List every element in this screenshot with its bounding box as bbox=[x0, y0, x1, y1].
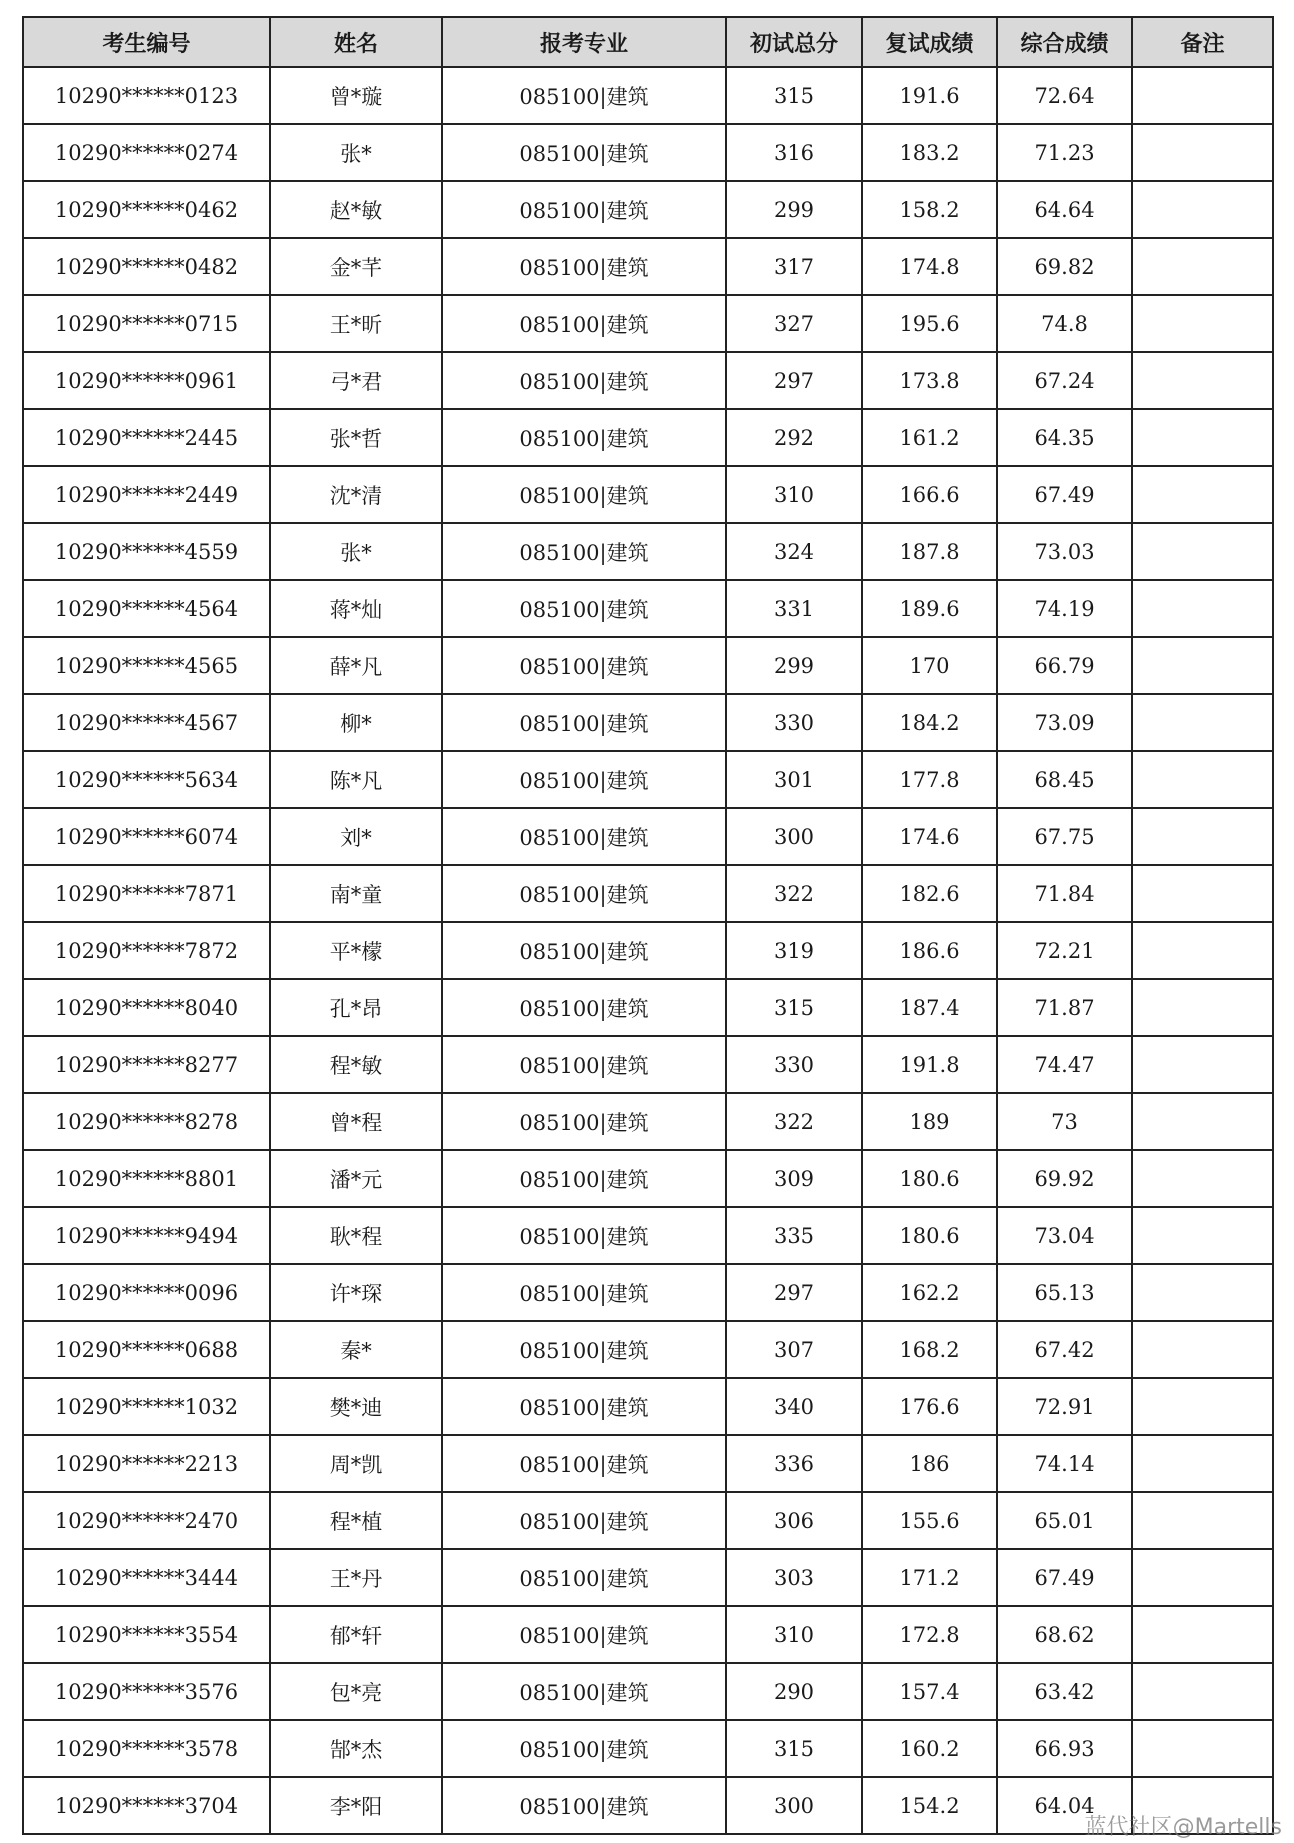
candidate-id-cell: 10290******2213 bbox=[23, 1435, 270, 1492]
total-score-cell: 72.64 bbox=[997, 67, 1132, 124]
major-cell: 085100|建筑 bbox=[442, 1036, 726, 1093]
retest-score-cell: 189 bbox=[862, 1093, 997, 1150]
name-cell: 包*亮 bbox=[270, 1663, 442, 1720]
retest-score-cell: 182.6 bbox=[862, 865, 997, 922]
remarks-cell bbox=[1132, 1492, 1273, 1549]
retest-score-cell: 187.4 bbox=[862, 979, 997, 1036]
remarks-cell bbox=[1132, 67, 1273, 124]
retest-score-cell: 155.6 bbox=[862, 1492, 997, 1549]
name-cell: 李*阳 bbox=[270, 1777, 442, 1834]
total-score-cell: 72.91 bbox=[997, 1378, 1132, 1435]
candidate-id-cell: 10290******7871 bbox=[23, 865, 270, 922]
major-cell: 085100|建筑 bbox=[442, 124, 726, 181]
name-cell: 程*植 bbox=[270, 1492, 442, 1549]
table-row bbox=[23, 751, 1273, 808]
total-score-cell: 64.04 bbox=[997, 1777, 1132, 1834]
retest-score-cell: 161.2 bbox=[862, 409, 997, 466]
remarks-cell bbox=[1132, 1549, 1273, 1606]
remarks-cell bbox=[1132, 865, 1273, 922]
retest-score-cell: 173.8 bbox=[862, 352, 997, 409]
retest-score-cell: 174.6 bbox=[862, 808, 997, 865]
total-score-cell: 72.21 bbox=[997, 922, 1132, 979]
remarks-cell bbox=[1132, 922, 1273, 979]
table-row bbox=[23, 637, 1273, 694]
total-score-cell: 69.92 bbox=[997, 1150, 1132, 1207]
prelim-score-cell: 315 bbox=[726, 67, 862, 124]
major-cell: 085100|建筑 bbox=[442, 466, 726, 523]
name-cell: 潘*元 bbox=[270, 1150, 442, 1207]
prelim-score-cell: 335 bbox=[726, 1207, 862, 1264]
table-row bbox=[23, 1606, 1273, 1663]
retest-score-cell: 187.8 bbox=[862, 523, 997, 580]
retest-score-cell: 157.4 bbox=[862, 1663, 997, 1720]
table-row bbox=[23, 1378, 1273, 1435]
retest-score-cell: 162.2 bbox=[862, 1264, 997, 1321]
major-cell: 085100|建筑 bbox=[442, 523, 726, 580]
total-score-cell: 73.04 bbox=[997, 1207, 1132, 1264]
major-cell: 085100|建筑 bbox=[442, 580, 726, 637]
name-cell: 王*丹 bbox=[270, 1549, 442, 1606]
header-remarks: 备注 bbox=[1132, 17, 1273, 67]
prelim-score-cell: 303 bbox=[726, 1549, 862, 1606]
retest-score-cell: 195.6 bbox=[862, 295, 997, 352]
table-row bbox=[23, 1264, 1273, 1321]
prelim-score-cell: 330 bbox=[726, 1036, 862, 1093]
total-score-cell: 64.64 bbox=[997, 181, 1132, 238]
retest-score-cell: 172.8 bbox=[862, 1606, 997, 1663]
total-score-cell: 69.82 bbox=[997, 238, 1132, 295]
name-cell: 樊*迪 bbox=[270, 1378, 442, 1435]
prelim-score-cell: 309 bbox=[726, 1150, 862, 1207]
retest-score-cell: 177.8 bbox=[862, 751, 997, 808]
table-row bbox=[23, 238, 1273, 295]
candidate-id-cell: 10290******3576 bbox=[23, 1663, 270, 1720]
major-cell: 085100|建筑 bbox=[442, 1549, 726, 1606]
table-row bbox=[23, 181, 1273, 238]
retest-score-cell: 183.2 bbox=[862, 124, 997, 181]
candidate-id-cell: 10290******0688 bbox=[23, 1321, 270, 1378]
candidate-id-cell: 10290******6074 bbox=[23, 808, 270, 865]
header-candidate-id: 考生编号 bbox=[23, 17, 270, 67]
remarks-cell bbox=[1132, 466, 1273, 523]
header-row bbox=[23, 17, 1273, 67]
prelim-score-cell: 306 bbox=[726, 1492, 862, 1549]
table-row bbox=[23, 979, 1273, 1036]
retest-score-cell: 170 bbox=[862, 637, 997, 694]
table-row bbox=[23, 694, 1273, 751]
retest-score-cell: 180.6 bbox=[862, 1150, 997, 1207]
retest-score-cell: 191.6 bbox=[862, 67, 997, 124]
retest-score-cell: 184.2 bbox=[862, 694, 997, 751]
total-score-cell: 67.49 bbox=[997, 1549, 1132, 1606]
prelim-score-cell: 297 bbox=[726, 352, 862, 409]
candidate-id-cell: 10290******3578 bbox=[23, 1720, 270, 1777]
candidate-id-cell: 10290******3554 bbox=[23, 1606, 270, 1663]
retest-score-cell: 186.6 bbox=[862, 922, 997, 979]
watermark-text: 蓝代社区@Martells bbox=[1084, 1815, 1282, 1840]
total-score-cell: 74.47 bbox=[997, 1036, 1132, 1093]
name-cell: 王*昕 bbox=[270, 295, 442, 352]
prelim-score-cell: 307 bbox=[726, 1321, 862, 1378]
candidate-id-cell: 10290******8801 bbox=[23, 1150, 270, 1207]
major-cell: 085100|建筑 bbox=[442, 1777, 726, 1834]
name-cell: 许*琛 bbox=[270, 1264, 442, 1321]
candidate-id-cell: 10290******4564 bbox=[23, 580, 270, 637]
major-cell: 085100|建筑 bbox=[442, 409, 726, 466]
total-score-cell: 73 bbox=[997, 1093, 1132, 1150]
candidate-id-cell: 10290******0715 bbox=[23, 295, 270, 352]
total-score-cell: 73.03 bbox=[997, 523, 1132, 580]
prelim-score-cell: 310 bbox=[726, 1606, 862, 1663]
remarks-cell bbox=[1132, 124, 1273, 181]
remarks-cell bbox=[1132, 523, 1273, 580]
candidate-id-cell: 10290******8277 bbox=[23, 1036, 270, 1093]
remarks-cell bbox=[1132, 1606, 1273, 1663]
table-row bbox=[23, 1321, 1273, 1378]
prelim-score-cell: 324 bbox=[726, 523, 862, 580]
name-cell: 郁*轩 bbox=[270, 1606, 442, 1663]
remarks-cell bbox=[1132, 808, 1273, 865]
total-score-cell: 73.09 bbox=[997, 694, 1132, 751]
prelim-score-cell: 322 bbox=[726, 865, 862, 922]
header-name: 姓名 bbox=[270, 17, 442, 67]
remarks-cell bbox=[1132, 181, 1273, 238]
prelim-score-cell: 322 bbox=[726, 1093, 862, 1150]
major-cell: 085100|建筑 bbox=[442, 181, 726, 238]
total-score-cell: 71.23 bbox=[997, 124, 1132, 181]
total-score-cell: 68.45 bbox=[997, 751, 1132, 808]
prelim-score-cell: 336 bbox=[726, 1435, 862, 1492]
candidate-id-cell: 10290******0123 bbox=[23, 67, 270, 124]
remarks-cell bbox=[1132, 1036, 1273, 1093]
retest-score-cell: 171.2 bbox=[862, 1549, 997, 1606]
prelim-score-cell: 290 bbox=[726, 1663, 862, 1720]
prelim-score-cell: 299 bbox=[726, 637, 862, 694]
candidate-id-cell: 10290******5634 bbox=[23, 751, 270, 808]
major-cell: 085100|建筑 bbox=[442, 694, 726, 751]
remarks-cell bbox=[1132, 238, 1273, 295]
major-cell: 085100|建筑 bbox=[442, 865, 726, 922]
prelim-score-cell: 327 bbox=[726, 295, 862, 352]
remarks-cell bbox=[1132, 580, 1273, 637]
table-row bbox=[23, 580, 1273, 637]
name-cell: 曾*璇 bbox=[270, 67, 442, 124]
candidate-id-cell: 10290******0482 bbox=[23, 238, 270, 295]
prelim-score-cell: 315 bbox=[726, 1720, 862, 1777]
name-cell: 张* bbox=[270, 124, 442, 181]
candidate-id-cell: 10290******0274 bbox=[23, 124, 270, 181]
remarks-cell bbox=[1132, 1207, 1273, 1264]
remarks-cell bbox=[1132, 751, 1273, 808]
header-total-score: 综合成绩 bbox=[997, 17, 1132, 67]
candidate-id-cell: 10290******3444 bbox=[23, 1549, 270, 1606]
candidate-id-cell: 10290******1032 bbox=[23, 1378, 270, 1435]
name-cell: 蒋*灿 bbox=[270, 580, 442, 637]
table-row bbox=[23, 865, 1273, 922]
prelim-score-cell: 300 bbox=[726, 1777, 862, 1834]
candidate-id-cell: 10290******0462 bbox=[23, 181, 270, 238]
total-score-cell: 66.79 bbox=[997, 637, 1132, 694]
remarks-cell bbox=[1132, 979, 1273, 1036]
candidate-id-cell: 10290******0096 bbox=[23, 1264, 270, 1321]
name-cell: 秦* bbox=[270, 1321, 442, 1378]
major-cell: 085100|建筑 bbox=[442, 352, 726, 409]
table-row bbox=[23, 466, 1273, 523]
retest-score-cell: 160.2 bbox=[862, 1720, 997, 1777]
remarks-cell bbox=[1132, 1663, 1273, 1720]
total-score-cell: 64.35 bbox=[997, 409, 1132, 466]
name-cell: 刘* bbox=[270, 808, 442, 865]
major-cell: 085100|建筑 bbox=[442, 1492, 726, 1549]
total-score-cell: 65.01 bbox=[997, 1492, 1132, 1549]
candidate-id-cell: 10290******7872 bbox=[23, 922, 270, 979]
prelim-score-cell: 301 bbox=[726, 751, 862, 808]
remarks-cell bbox=[1132, 1264, 1273, 1321]
total-score-cell: 74.14 bbox=[997, 1435, 1132, 1492]
remarks-cell bbox=[1132, 637, 1273, 694]
retest-score-cell: 176.6 bbox=[862, 1378, 997, 1435]
prelim-score-cell: 331 bbox=[726, 580, 862, 637]
candidate-id-cell: 10290******2449 bbox=[23, 466, 270, 523]
major-cell: 085100|建筑 bbox=[442, 1150, 726, 1207]
score-table bbox=[22, 16, 1274, 1835]
table-row bbox=[23, 1207, 1273, 1264]
retest-score-cell: 154.2 bbox=[862, 1777, 997, 1834]
candidate-id-cell: 10290******9494 bbox=[23, 1207, 270, 1264]
major-cell: 085100|建筑 bbox=[442, 1435, 726, 1492]
name-cell: 沈*清 bbox=[270, 466, 442, 523]
major-cell: 085100|建筑 bbox=[442, 1321, 726, 1378]
header-retest-score: 复试成绩 bbox=[862, 17, 997, 67]
candidate-id-cell: 10290******2445 bbox=[23, 409, 270, 466]
total-score-cell: 67.42 bbox=[997, 1321, 1132, 1378]
major-cell: 085100|建筑 bbox=[442, 1093, 726, 1150]
retest-score-cell: 186 bbox=[862, 1435, 997, 1492]
name-cell: 陈*凡 bbox=[270, 751, 442, 808]
prelim-score-cell: 292 bbox=[726, 409, 862, 466]
major-cell: 085100|建筑 bbox=[442, 922, 726, 979]
major-cell: 085100|建筑 bbox=[442, 1264, 726, 1321]
retest-score-cell: 191.8 bbox=[862, 1036, 997, 1093]
candidate-id-cell: 10290******8278 bbox=[23, 1093, 270, 1150]
table-row bbox=[23, 808, 1273, 865]
name-cell: 张*哲 bbox=[270, 409, 442, 466]
table-row bbox=[23, 295, 1273, 352]
major-cell: 085100|建筑 bbox=[442, 67, 726, 124]
header-prelim-score: 初试总分 bbox=[726, 17, 862, 67]
name-cell: 孔*昂 bbox=[270, 979, 442, 1036]
table-row bbox=[23, 1036, 1273, 1093]
major-cell: 085100|建筑 bbox=[442, 1663, 726, 1720]
remarks-cell bbox=[1132, 409, 1273, 466]
table-row bbox=[23, 922, 1273, 979]
candidate-id-cell: 10290******4559 bbox=[23, 523, 270, 580]
name-cell: 赵*敏 bbox=[270, 181, 442, 238]
prelim-score-cell: 319 bbox=[726, 922, 862, 979]
major-cell: 085100|建筑 bbox=[442, 1378, 726, 1435]
total-score-cell: 63.42 bbox=[997, 1663, 1132, 1720]
prelim-score-cell: 316 bbox=[726, 124, 862, 181]
prelim-score-cell: 299 bbox=[726, 181, 862, 238]
prelim-score-cell: 330 bbox=[726, 694, 862, 751]
name-cell: 南*童 bbox=[270, 865, 442, 922]
table-row bbox=[23, 124, 1273, 181]
name-cell: 郜*杰 bbox=[270, 1720, 442, 1777]
remarks-cell bbox=[1132, 1378, 1273, 1435]
total-score-cell: 71.87 bbox=[997, 979, 1132, 1036]
total-score-cell: 74.8 bbox=[997, 295, 1132, 352]
remarks-cell bbox=[1132, 1435, 1273, 1492]
major-cell: 085100|建筑 bbox=[442, 1207, 726, 1264]
major-cell: 085100|建筑 bbox=[442, 751, 726, 808]
name-cell: 柳* bbox=[270, 694, 442, 751]
remarks-cell bbox=[1132, 352, 1273, 409]
total-score-cell: 67.24 bbox=[997, 352, 1132, 409]
major-cell: 085100|建筑 bbox=[442, 979, 726, 1036]
major-cell: 085100|建筑 bbox=[442, 1720, 726, 1777]
table-row bbox=[23, 1492, 1273, 1549]
retest-score-cell: 174.8 bbox=[862, 238, 997, 295]
table-row bbox=[23, 1435, 1273, 1492]
table-row bbox=[23, 1720, 1273, 1777]
remarks-cell bbox=[1132, 1150, 1273, 1207]
prelim-score-cell: 315 bbox=[726, 979, 862, 1036]
retest-score-cell: 189.6 bbox=[862, 580, 997, 637]
remarks-cell bbox=[1132, 1093, 1273, 1150]
prelim-score-cell: 340 bbox=[726, 1378, 862, 1435]
name-cell: 金*芊 bbox=[270, 238, 442, 295]
candidate-id-cell: 10290******8040 bbox=[23, 979, 270, 1036]
total-score-cell: 67.75 bbox=[997, 808, 1132, 865]
retest-score-cell: 180.6 bbox=[862, 1207, 997, 1264]
major-cell: 085100|建筑 bbox=[442, 238, 726, 295]
major-cell: 085100|建筑 bbox=[442, 1606, 726, 1663]
candidate-id-cell: 10290******4565 bbox=[23, 637, 270, 694]
name-cell: 平*檬 bbox=[270, 922, 442, 979]
major-cell: 085100|建筑 bbox=[442, 637, 726, 694]
remarks-cell bbox=[1132, 1720, 1273, 1777]
remarks-cell bbox=[1132, 694, 1273, 751]
candidate-id-cell: 10290******0961 bbox=[23, 352, 270, 409]
remarks-cell bbox=[1132, 1321, 1273, 1378]
table-body bbox=[23, 67, 1273, 1834]
table-row bbox=[23, 1663, 1273, 1720]
total-score-cell: 67.49 bbox=[997, 466, 1132, 523]
prelim-score-cell: 310 bbox=[726, 466, 862, 523]
major-cell: 085100|建筑 bbox=[442, 295, 726, 352]
table-row bbox=[23, 1093, 1273, 1150]
name-cell: 曾*程 bbox=[270, 1093, 442, 1150]
table-row bbox=[23, 352, 1273, 409]
table-row bbox=[23, 523, 1273, 580]
name-cell: 耿*程 bbox=[270, 1207, 442, 1264]
candidate-id-cell: 10290******3704 bbox=[23, 1777, 270, 1834]
name-cell: 弓*君 bbox=[270, 352, 442, 409]
table-row bbox=[23, 67, 1273, 124]
total-score-cell: 65.13 bbox=[997, 1264, 1132, 1321]
table-row bbox=[23, 409, 1273, 466]
remarks-cell bbox=[1132, 295, 1273, 352]
name-cell: 张* bbox=[270, 523, 442, 580]
candidate-id-cell: 10290******4567 bbox=[23, 694, 270, 751]
total-score-cell: 71.84 bbox=[997, 865, 1132, 922]
total-score-cell: 74.19 bbox=[997, 580, 1132, 637]
total-score-cell: 68.62 bbox=[997, 1606, 1132, 1663]
table-row bbox=[23, 1150, 1273, 1207]
table-row bbox=[23, 1549, 1273, 1606]
prelim-score-cell: 300 bbox=[726, 808, 862, 865]
retest-score-cell: 168.2 bbox=[862, 1321, 997, 1378]
name-cell: 周*凯 bbox=[270, 1435, 442, 1492]
total-score-cell: 66.93 bbox=[997, 1720, 1132, 1777]
prelim-score-cell: 297 bbox=[726, 1264, 862, 1321]
retest-score-cell: 158.2 bbox=[862, 181, 997, 238]
header-major: 报考专业 bbox=[442, 17, 726, 67]
major-cell: 085100|建筑 bbox=[442, 808, 726, 865]
prelim-score-cell: 317 bbox=[726, 238, 862, 295]
candidate-id-cell: 10290******2470 bbox=[23, 1492, 270, 1549]
name-cell: 薛*凡 bbox=[270, 637, 442, 694]
retest-score-cell: 166.6 bbox=[862, 466, 997, 523]
name-cell: 程*敏 bbox=[270, 1036, 442, 1093]
